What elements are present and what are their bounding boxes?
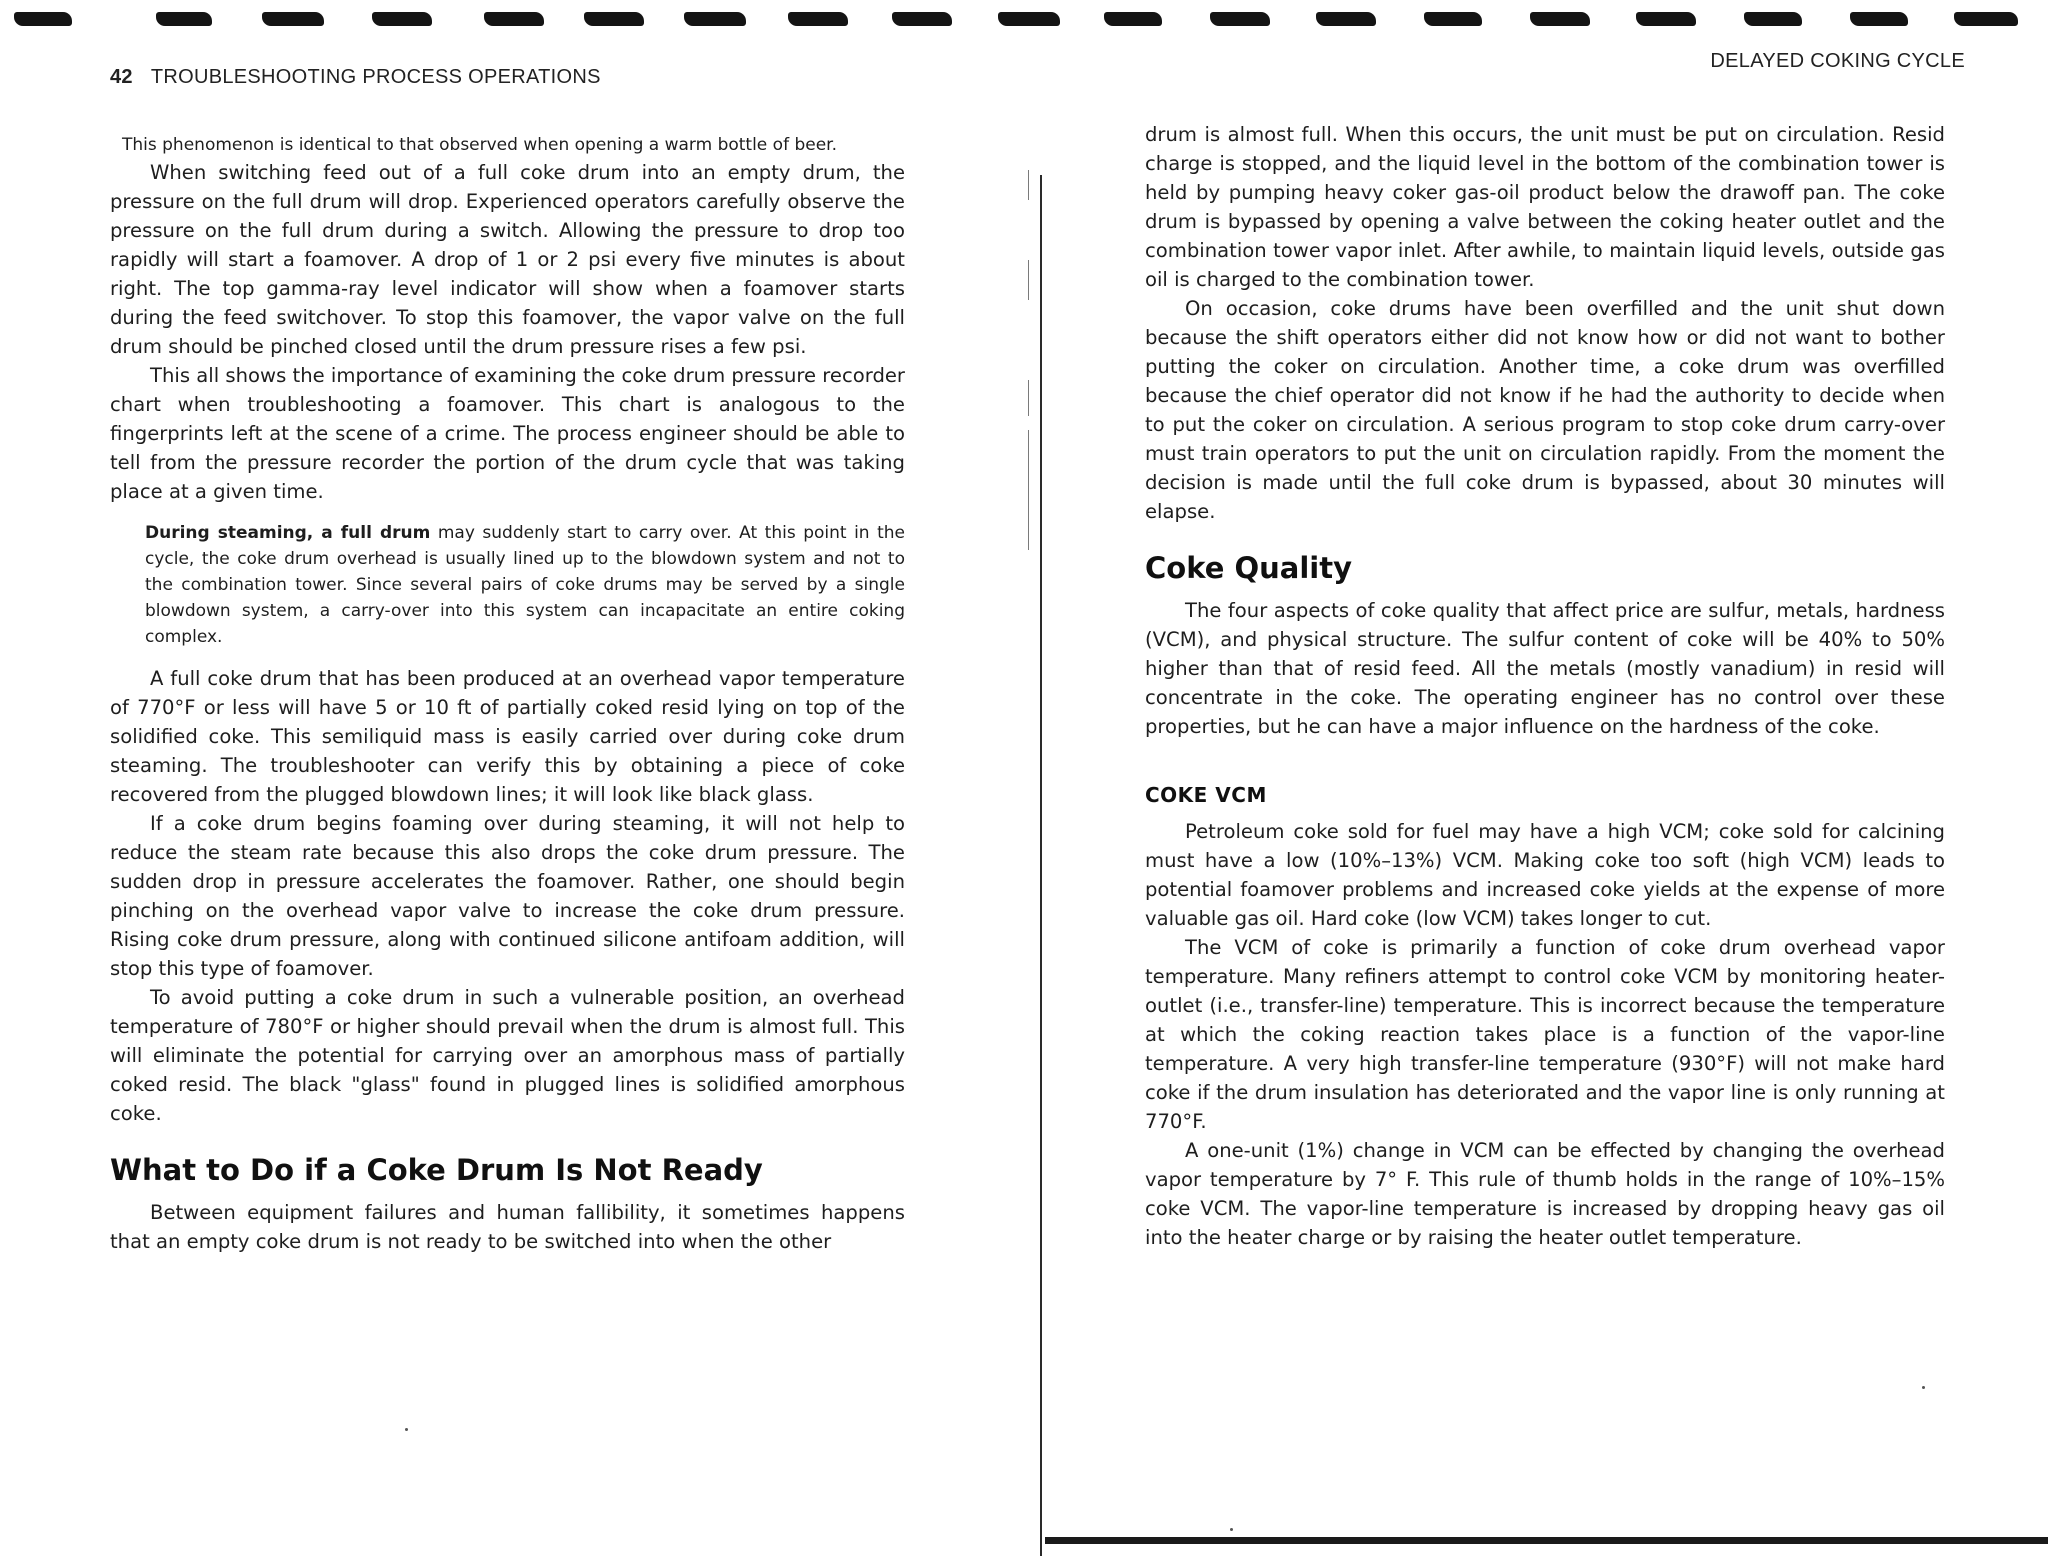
heading-drum-not-ready: What to Do if a Coke Drum Is Not Ready [110, 1153, 763, 1187]
binding-hole [484, 12, 544, 26]
left-running-head [110, 66, 601, 89]
paragraph-vcm-function: The VCM of coke is primarily a function of coke drum overhead vapor temperature. Many refiners attempt to control coke VCM by monitoring heater-outlet (i.e., transfer-line) temperature. This is incorrect because the temperature at which the coking reaction takes place is a function of the vapor-line temperature. A very high transfer-line temperature (930°F) will not make hard coke if the drum insulation has deteriorated and the vapor line is only running at 770°F. [1145, 936, 1945, 1133]
gutter-mark [1028, 380, 1029, 416]
gutter-line [1040, 175, 1042, 1556]
paragraph-one-unit-change: A one-unit (1%) change in VCM can be effected by changing the overhead vapor temperature by 7° F. This rule of thumb holds in the range of 10%–15% coke VCM. The vapor-line temperature is increased by dropping heavy gas oil into the heater charge or by raising the heater outlet temperature. [1145, 1139, 1945, 1249]
paragraph-equipment-failures: Between equipment failures and human fallibility, it sometimes happens that an empty coke drum is not ready to be switched into when the other [110, 1201, 905, 1253]
binding-hole [788, 12, 848, 26]
scan-speck [1922, 1386, 1925, 1389]
binding-hole [156, 12, 212, 26]
binding-hole [892, 12, 952, 26]
binding-hole [584, 12, 644, 26]
binding-hole [1316, 12, 1376, 26]
scan-speck [405, 1428, 408, 1431]
binding-hole [998, 12, 1060, 26]
page-number: 42 [110, 66, 133, 88]
binding-holes [0, 0, 2048, 42]
binding-hole [1104, 12, 1162, 26]
binding-hole [1636, 12, 1696, 26]
binding-hole [1744, 12, 1802, 26]
binding-hole [1530, 12, 1590, 26]
binding-hole [1424, 12, 1482, 26]
paragraph-avoid-vulnerable: To avoid putting a coke drum in such a vulnerable position, an overhead temperature of 780°F or higher should prevail when the drum is almost full. This will eliminate the potential for carrying over an amorphous mass of partially coked resid. The black "glass" found in plugged lines is solidified amorphous coke. [110, 986, 905, 1125]
steaming-note-lead: During steaming, a full drum [145, 523, 431, 543]
bottom-rule [1045, 1537, 2048, 1544]
paragraph-overfilled: On occasion, coke drums have been overfilled and the unit shut down because the shift operators either did not know how or did not want to bother putting the coker on circulation. Another time, a coke drum was overfilled because the chief operator did not know if he had the authority to decide when to put the coker on circulation. A serious program to stop coke drum carry-over must train operators to put the unit on circulation rapidly. From the moment the decision is made until the full coke drum is bypassed, about 30 minutes will elapse. [1145, 297, 1945, 523]
steaming-note [110, 520, 905, 650]
steaming-note-body: may suddenly start to carry over. At this point in the cycle, the coke drum overhead is usually lined up to the blowdown system and not to the combination tower. Since several pairs of coke drums may be served by a single blowdown system, a carry-over into this system can incapacitate an entire coking complex. [145, 523, 905, 647]
binding-hole [262, 12, 324, 26]
paragraph-petroleum-coke: Petroleum coke sold for fuel may have a high VCM; coke sold for calcining must have a low (10%–13%) VCM. Making coke too soft (high VCM) leads to potential foamover problems and increased coke yields at the expense of more valuable gas oil. Hard coke (low VCM) takes longer to cut. [1145, 820, 1945, 930]
binding-hole [14, 12, 72, 26]
binding-hole [372, 12, 432, 26]
heading-coke-quality: Coke Quality [1145, 551, 1352, 585]
right-running-head: DELAYED COKING CYCLE [1710, 50, 1965, 72]
gutter-mark [1028, 170, 1029, 200]
binding-hole [1210, 12, 1270, 26]
binding-hole [684, 12, 746, 26]
gutter-mark [1028, 260, 1029, 300]
right-text-column [1145, 120, 1945, 1252]
heading-coke-vcm: COKE VCM [1145, 783, 1267, 807]
left-running-head-title: TROUBLESHOOTING PROCESS OPERATIONS [150, 66, 601, 88]
left-text-column [110, 132, 905, 1256]
paragraph-full-drum: A full coke drum that has been produced at an overhead vapor temperature of 770°F or less will have 5 or 10 ft of partially coked resid lying on top of the solidified coke. This semiliquid mass is easily carried over during coke drum steaming. The troubleshooter can verify this by obtaining a piece of coke recovered from the plugged blowdown lines; it will look like black glass. [110, 667, 905, 806]
paragraph-pressure-recorder: This all shows the importance of examining the coke drum pressure recorder chart when troubleshooting a foamover. This chart is analogous to the fingerprints left at the scene of a crime. The process engineer should be able to tell from the pressure recorder the portion of the drum cycle that was taking place at a given time. [110, 364, 905, 503]
binding-hole [1850, 12, 1908, 26]
paragraph-foaming-steaming: If a coke drum begins foaming over during steaming, it will not help to reduce the steam rate because this also drops the coke drum pressure. The sudden drop in pressure accelerates the foamover. Rather, one should begin pinching on the overhead vapor valve to increase the coke drum pressure. Rising coke drum pressure, along with continued silicone antifoam addition, will stop this type of foamover. [110, 812, 905, 980]
scan-speck [1230, 1528, 1233, 1531]
paragraph-circulation: drum is almost full. When this occurs, the unit must be put on circulation. Resid charge is stopped, and the liquid level in the bottom of the combination tower is held by pumping heavy coker gas-oil product below the drawoff pan. The coke drum is bypassed by opening a valve between the coking heater outlet and the combination tower vapor inlet. After awhile, to maintain liquid levels, outside gas oil is charged to the combination tower. [1145, 123, 1945, 291]
intro-fragment: This phenomenon is identical to that observed when opening a warm bottle of beer. [122, 135, 838, 155]
paragraph-feed-switch: When switching feed out of a full coke drum into an empty drum, the pressure on the full drum will drop. Experienced operators carefully observe the pressure on the full drum during a switch. Allowing the pressure to drop too rapidly will start a foamover. A drop of 1 or 2 psi every five minutes is about right. The top gamma-ray level indicator will show when a foamover starts during the feed switchover. To stop this foamover, the vapor valve on the full drum should be pinched closed until the drum pressure rises a few psi. [110, 161, 905, 358]
gutter-mark [1028, 430, 1029, 550]
binding-hole [1954, 12, 2018, 26]
paragraph-coke-quality: The four aspects of coke quality that affect price are sulfur, metals, hardness (VCM), and physical structure. The sulfur content of coke will be 40% to 50% higher than that of resid feed. All the metals (mostly vanadium) in resid will concentrate in the coke. The operating engineer has no control over these properties, but he can have a major influence on the hardness of the coke. [1145, 599, 1945, 738]
